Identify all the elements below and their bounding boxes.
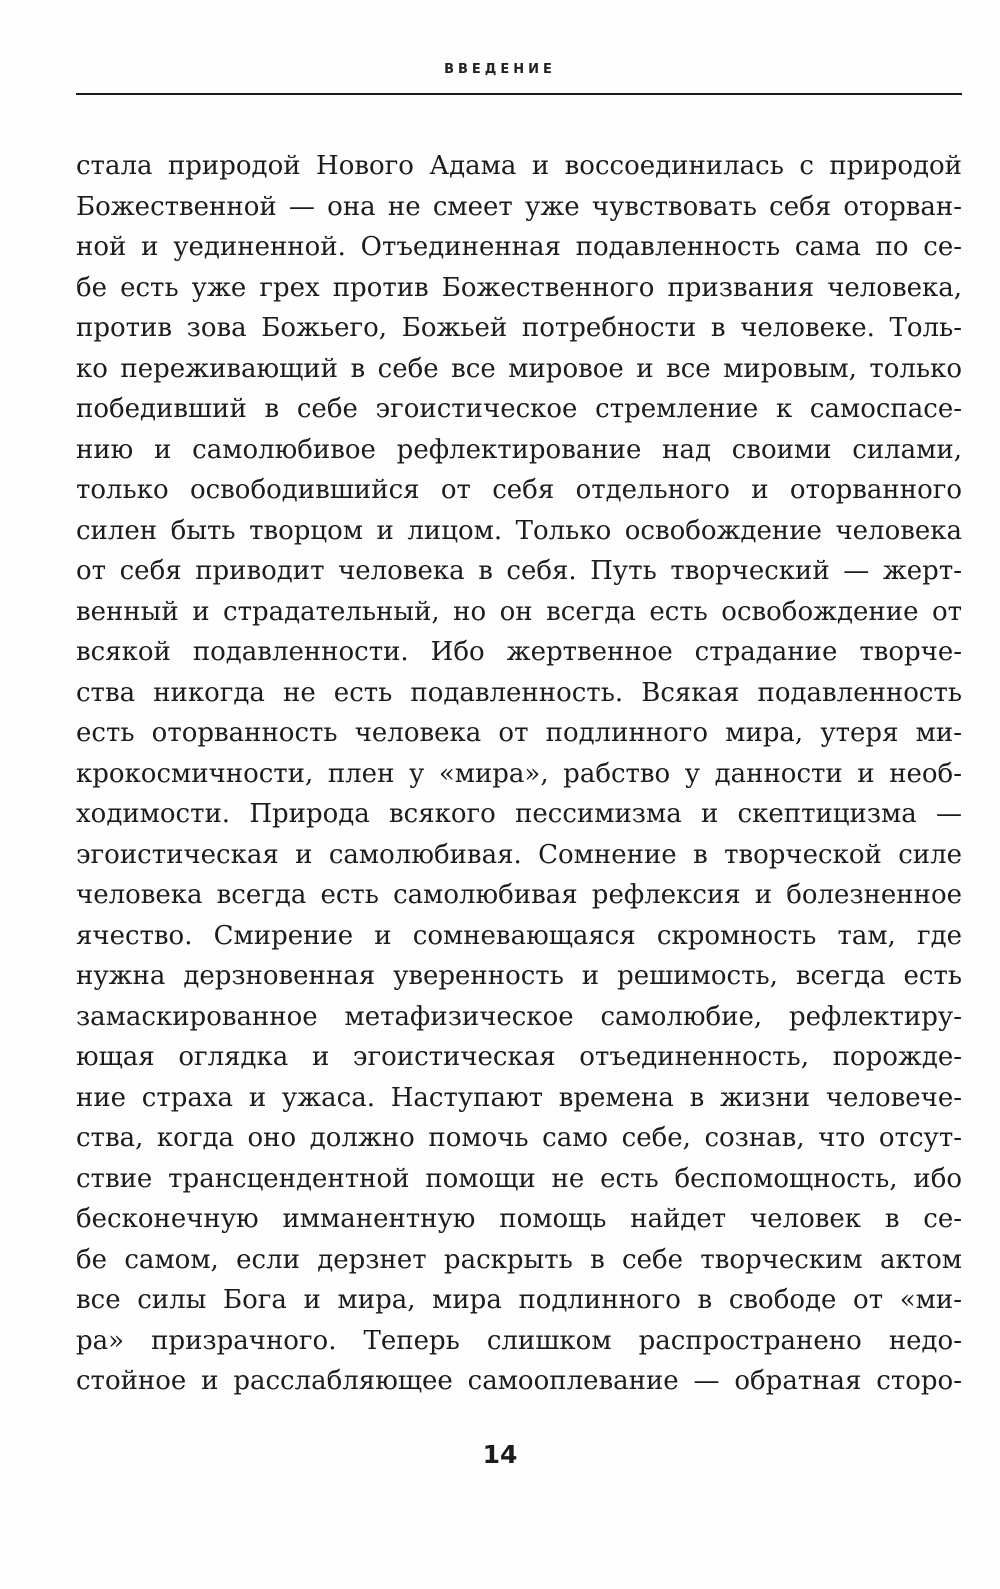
text-line: ства никогда не есть подавленность. Всякая подавленность (76, 677, 962, 708)
text-line: крокосмичности, плен у «мира», рабство у данности и необ- (76, 758, 962, 789)
text-line: победивший в себе эгоистическое стремление к самоспасе- (76, 394, 962, 424)
text-line: нию и самолюбивое рефлектирование над своими силами, (76, 434, 962, 465)
running-head: ВВЕДЕНИЕ (444, 62, 556, 77)
text-line: ства, когда оно должно помочь само себе, сознав, что отсут- (76, 1123, 962, 1153)
page-number: 14 (482, 1440, 518, 1469)
text-line: ющая оглядка и эгоистическая отъединенность, порожде- (76, 1042, 962, 1072)
text-line: человека всегда есть самолюбивая рефлексия и болезненное (76, 880, 962, 910)
header-rule (76, 93, 962, 95)
body-text (76, 146, 962, 1402)
text-line: все силы Бога и мира, мира подлинного в свободе от «ми- (76, 1285, 962, 1315)
text-line: бе самом, если дерзнет раскрыть в себе творческим актом (76, 1244, 962, 1275)
text-line: ячество. Смирение и сомневающаяся скромность там, где (76, 920, 962, 951)
text-line: стойное и расслабляющее самооплевание — обратная сторо- (76, 1366, 962, 1396)
text-line: ной и уединенной. Отъединенная подавленность сама по се- (76, 232, 962, 262)
text-line: бесконечную имманентную помощь найдет человек в се- (76, 1204, 962, 1234)
text-line: только освободившийся от себя отдельного и оторванного (76, 475, 962, 505)
text-line: эгоистическая и самолюбивая. Сомнение в творческой силе (76, 839, 962, 870)
text-line: есть оторванность человека от подлинного мира, утеря ми- (76, 718, 962, 748)
text-line: венный и страдательный, но он всегда есть освобождение от (76, 596, 962, 627)
text-line: ходимости. Природа всякого пессимизма и скептицизма — (76, 799, 962, 829)
text-line: против зова Божьего, Божьей потребности в человеке. Толь- (76, 313, 962, 343)
text-line: ние страха и ужаса. Наступают времена в жизни человече- (76, 1082, 962, 1113)
text-line: ствие трансцендентной помощи не есть беспомощность, ибо (76, 1163, 962, 1194)
text-line: от себя приводит человека в себя. Путь творческий — жерт- (76, 556, 962, 586)
text-line: силен быть творцом и лицом. Только освобождение человека (76, 515, 962, 546)
text-line: Божественной — она не смеет уже чувствовать себя оторван- (76, 191, 962, 222)
text-line: стала природой Нового Адама и воссоединилась с природой (76, 151, 962, 181)
text-line: нужна дерзновенная уверенность и решимость, всегда есть (76, 961, 962, 991)
text-line: ра» призрачного. Теперь слишком распространено недо- (76, 1325, 962, 1356)
text-line: замаскированное метафизическое самолюбие, рефлектиру- (76, 1001, 962, 1032)
text-line: бе есть уже грех против Божественного призвания человека, (76, 272, 962, 303)
text-line: всякой подавленности. Ибо жертвенное страдание творче- (76, 637, 962, 667)
text-line: ко переживающий в себе все мировое и все мировым, только (76, 353, 962, 384)
